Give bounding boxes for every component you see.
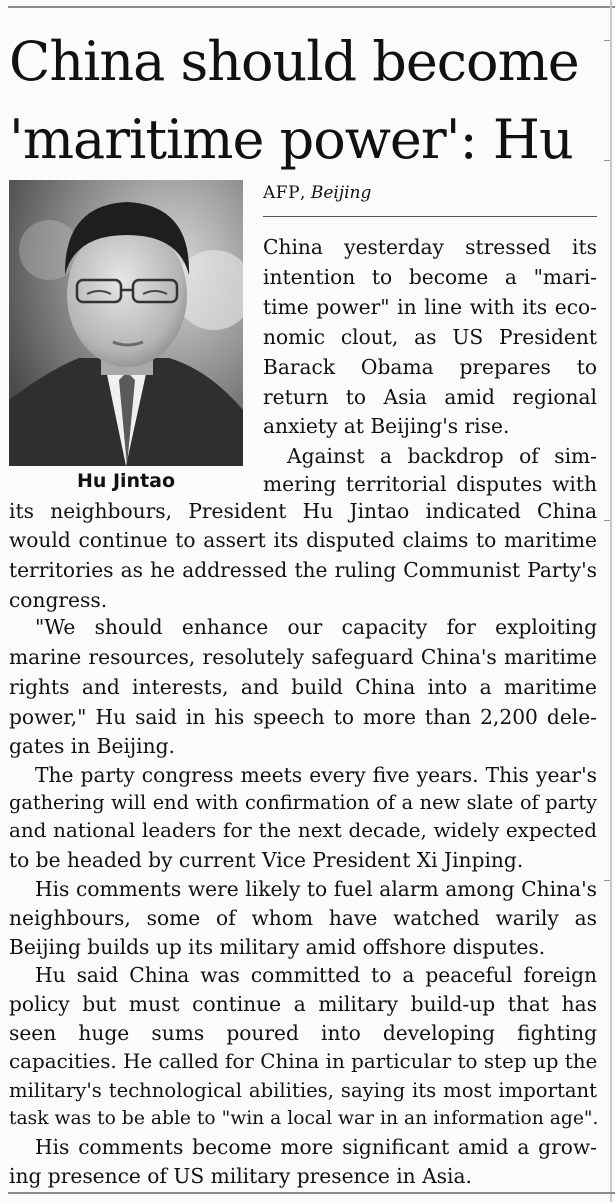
photo-caption: Hu Jintao xyxy=(76,470,176,492)
page-edge xyxy=(610,0,612,1202)
body-line: intention to become a "mari- xyxy=(263,265,597,289)
body-line: time power" in line with its eco- xyxy=(263,295,597,319)
bottom-rule xyxy=(8,1192,615,1194)
byline xyxy=(263,183,371,203)
body-line: power," Hu said in his speech to more than 2,200 dele- xyxy=(9,705,597,729)
body-line: policy but must continue a military build-up that has xyxy=(9,992,597,1016)
body-line: "We should enhance our capacity for exploiting xyxy=(35,615,597,639)
portrait-photo xyxy=(9,180,243,466)
headline-line-2: 'maritime power': Hu xyxy=(9,108,573,171)
body-line: military's technological abilities, saying its most important xyxy=(9,1079,597,1102)
body-line: The party congress meets every five years. This year's xyxy=(35,763,597,787)
body-line: Beijing builds up its military amid offshore disputes. xyxy=(9,935,546,959)
body-line: rights and interests, and build China into a maritime xyxy=(9,675,597,699)
body-line: its neighbours, President Hu Jintao indicated China xyxy=(9,499,597,523)
body-line: task was to be able to "win a local war in an information age". xyxy=(9,1108,599,1129)
body-line: China yesterday stressed its xyxy=(263,235,597,259)
portrait-photo-graphic xyxy=(9,180,243,466)
body-line: His comments were likely to fuel alarm among China's xyxy=(35,877,597,901)
body-line: and national leaders for the next decade, widely expected xyxy=(9,819,597,842)
body-line: ing presence of US military presence in Asia. xyxy=(9,1164,472,1188)
body-line: Barack Obama prepares to xyxy=(263,355,597,379)
body-line: seen huge sums poured into developing fighting xyxy=(9,1021,597,1045)
body-line: territories as he addressed the ruling Communist Party's xyxy=(9,558,597,582)
body-line: nomic clout, as US President xyxy=(263,325,597,349)
body-line: return to Asia amid regional xyxy=(263,385,597,409)
body-line: gathering will end with confirmation of a new slate of party xyxy=(9,791,597,814)
body-line: to be headed by current Vice President Xi Jinping. xyxy=(9,848,524,872)
body-line: His comments become more significant amid a grow- xyxy=(35,1135,597,1159)
body-line: marine resources, resolutely safeguard China's maritime xyxy=(9,645,597,669)
body-line: would continue to assert its disputed claims to maritime xyxy=(9,528,597,552)
body-line: mering territorial disputes with xyxy=(263,472,597,496)
headline-line-1: China should become xyxy=(9,30,579,93)
body-line: neighbours, some of whom have watched warily as xyxy=(9,906,597,930)
byline-rule xyxy=(263,216,597,217)
byline-separator: , xyxy=(300,183,311,203)
headline xyxy=(9,30,609,171)
body-line: congress. xyxy=(9,588,108,612)
body-line: gates in Beijing. xyxy=(9,734,175,758)
body-line: Hu said China was committed to a peaceful foreign xyxy=(35,963,597,987)
body-line: anxiety at Beijing's rise. xyxy=(263,414,510,438)
edge-tick xyxy=(604,520,610,521)
body-line: Against a backdrop of sim- xyxy=(287,444,597,468)
byline-place: Beijing xyxy=(310,183,372,203)
top-rule xyxy=(8,6,615,8)
edge-tick xyxy=(604,880,610,881)
byline-agency: AFP xyxy=(263,183,301,203)
body-line: capacities. He called for China in particular to step up the xyxy=(9,1050,598,1073)
